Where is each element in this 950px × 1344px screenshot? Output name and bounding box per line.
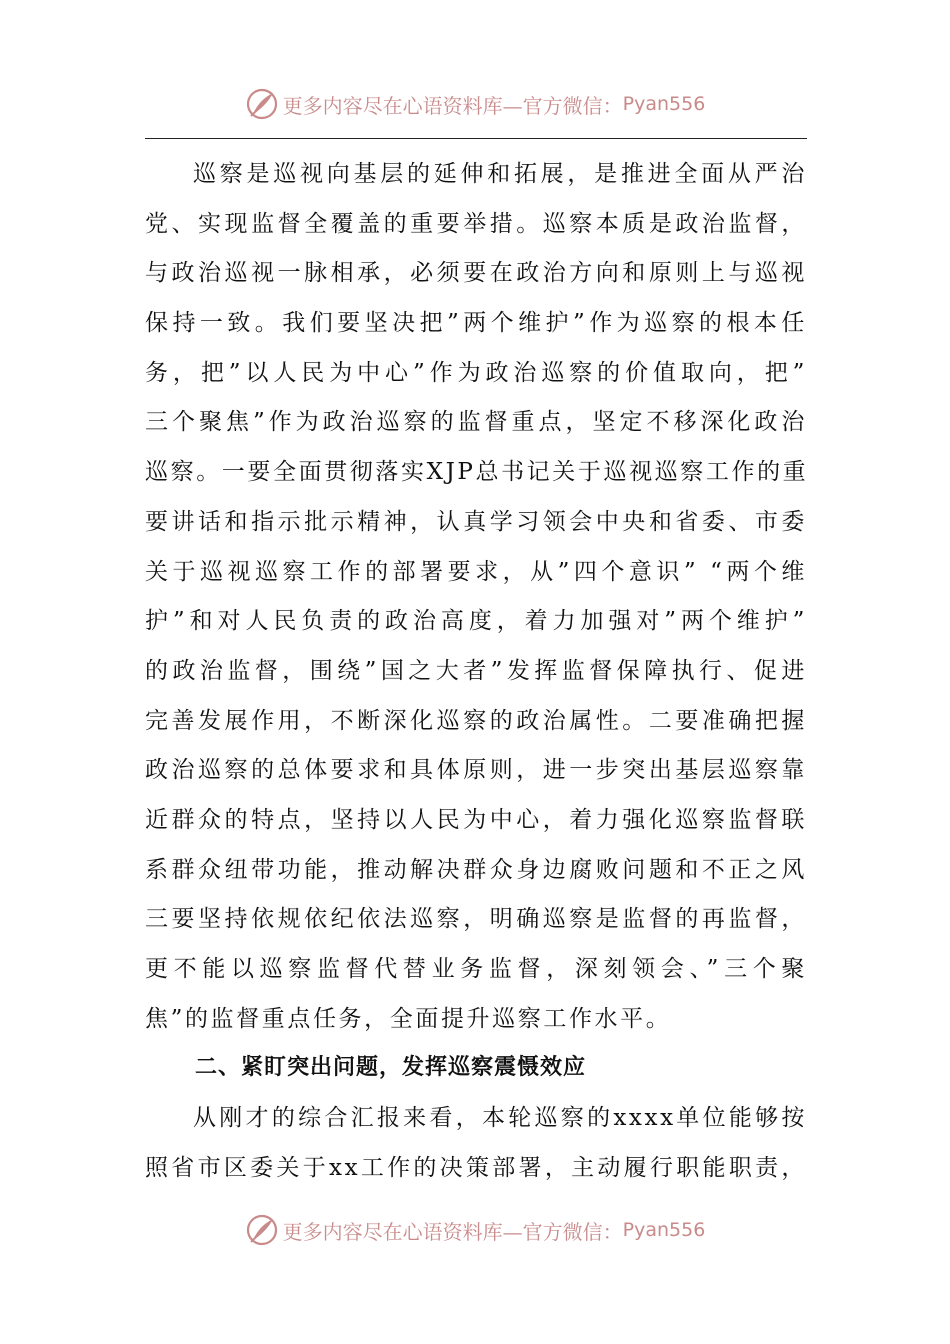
quill-pen-logo-icon — [245, 87, 279, 121]
text-line: 党、实现监督全覆盖的重要举措。巡察本质是政治监督， — [145, 210, 807, 237]
text-line: 与政治巡视一脉相承，必须要在政治方向和原则上与巡视 — [145, 260, 807, 287]
text-line: 务，把”以人民为中心”作为政治巡察的价值取向，把” — [145, 359, 807, 386]
text-line: 照省市区委关于xx工作的决策部署，主动履行职能职责， — [145, 1154, 807, 1181]
paragraph-2 — [145, 1094, 807, 1193]
quill-pen-logo-icon — [245, 1213, 279, 1247]
watermark-wechat-id: Pyan556 — [622, 1219, 706, 1241]
text-line: 要讲话和指示批示精神，认真学习领会中央和省委、市委 — [145, 508, 807, 535]
watermark-wechat-id: Pyan556 — [622, 93, 706, 115]
text-line: 更不能以巡察监督代替业务监督，深刻领会、”三个聚 — [145, 956, 807, 982]
text-line: 系群众纽带功能，推动解决群众身边腐败问题和不正之风 — [145, 856, 807, 883]
header-watermark — [0, 84, 950, 124]
text-line: 近群众的特点，坚持以人民为中心，着力强化巡察监督联 — [145, 806, 807, 833]
text-line: 巡察是巡视向基层的延伸和拓展，是推进全面从严治 — [193, 161, 807, 187]
paragraph-1 — [145, 150, 807, 1044]
watermark-text: 更多内容尽在心语资料库—官方微信： — [282, 1219, 623, 1244]
section-heading: 二、紧盯突出问题，发挥巡察震慑效应 — [195, 1055, 587, 1080]
watermark-text: 更多内容尽在心语资料库—官方微信： — [282, 93, 623, 118]
footer-watermark — [0, 1210, 950, 1250]
text-line: 完善发展作用，不断深化巡察的政治属性。二要准确把握 — [145, 707, 807, 734]
text-line: 政治巡察的总体要求和具体原则，进一步突出基层巡察靠 — [145, 757, 807, 784]
text-line: 从刚才的综合汇报来看，本轮巡察的xxxx单位能够按 — [193, 1105, 807, 1131]
text-line: 关于巡视巡察工作的部署要求，从”四个意识” “两个维 — [145, 558, 807, 585]
header-divider — [145, 138, 807, 139]
text-line: 巡察。一要全面贯彻落实XJP总书记关于巡视巡察工作的重 — [145, 459, 809, 486]
text-line: 三个聚焦”作为政治巡察的监督重点，坚定不移深化政治 — [145, 409, 807, 436]
text-line: 护”和对人民负责的政治高度，着力加强对”两个维护” — [145, 608, 807, 635]
text-line: 焦”的监督重点任务，全面提升巡察工作水平。 — [145, 1005, 672, 1032]
text-line: 的政治监督，围绕”国之大者”发挥监督保障执行、促进 — [145, 657, 807, 684]
text-line: 三要坚持依规依纪依法巡察，明确巡察是监督的再监督， — [145, 906, 807, 933]
text-line: 保持一致。我们要坚决把”两个维护”作为巡察的根本任 — [145, 310, 807, 337]
